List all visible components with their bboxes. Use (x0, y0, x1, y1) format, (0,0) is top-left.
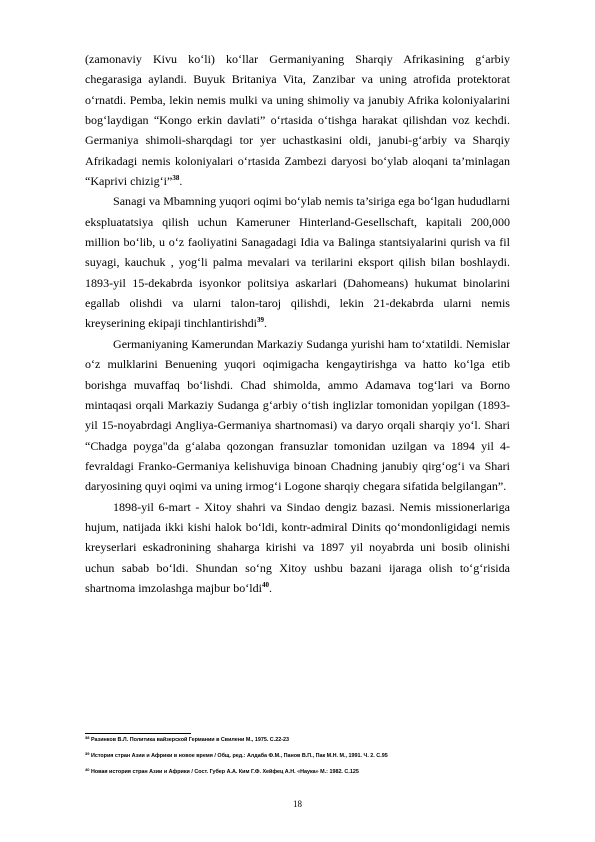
footnote-divider (85, 733, 191, 734)
footnote-38: $^{38}$ Разинков В.Л. Политика вайзерской Германии в Свилени М., 1975. С.22-23 (85, 735, 289, 743)
footnote-ref-38: 38 (172, 174, 180, 183)
footnote-ref-40: 40 (261, 580, 269, 589)
page-number: 18 (293, 799, 302, 809)
footnote-ref-39: 39 (256, 316, 264, 325)
footnote-39: $^{39}$ История стран Азии и Африки в новое время / Общ. ред.: Алдаба Ф.М., Панов В.П., Пак М.Н. М., 1991. Ч. 2. С.95 (85, 751, 388, 759)
paragraph-3: Germaniyaning Kamerundan Markaziy Sudanga yurishi ham to‘xtatildi. Nemislar o‘z mulklarini Benuening yuqori oqimigacha kengaytirishga va hatto ko‘lga etib borishga muvaffaq bo‘lishdi. Chad shimolda, ammo Adamava tog‘lari va Borno mintaqasi orqali Markaziy Sudanga g‘arbiy o‘tish inglizlar tomonidan yopilgan (1893-yil 15-noyabrdagi Angliya-Germaniya shartnomasi) va daryo orqali sharqiy yo‘l. Shari “Chadga poyga"da g‘alaba qozongan fransuzlar tomonidan uzilgan va 1894 yil 4-fevraldagi Franko-Germaniya kelishuviga binoan Chadning janubiy qirg‘og‘i va Shari daryosining quyi oqimi va uning irmog‘i Logone sharqiy chegara sifatida belgilangan”. (85, 336, 510, 494)
paragraph-2: Sanagi va Mbamning yuqori oqimi bo‘ylab nemis ta’siriga ega bo‘lgan hududlarni ekspluatatsiya qilish uchun Kameruner Hinterland-Gesellschaft, kapitali 200,000 million bo‘lib, u o‘z faoliyatini Sanagadagi Idia va Balinga stantsiyalarini qurish va fil suyagi, kauchuk , yog‘li palma mevalari va terilarini eksport qilish bilan boshlaydi. 1893-yil 15-dekabrda isyonkor politsiya askarlari (Dahomeans) hukumat binolarini egallab olishdi va ularni talon-taroj qilishdi, lekin 21-dekabrda ularni nemis kreyserining ekipaji tinchlantirishdi$^{39}$. (85, 194, 510, 331)
paragraph-1: (zamonaviy Kivu ko‘li) ko‘llar Germaniyaning Sharqiy Afrikasining g‘arbiy chegarasiga aylandi. Buyuk Britaniya Vita, Zanzibar va uning atrofida protektorat o‘rnatdi. Pemba, lekin nemis mulki va uning shimoliy va janubiy Afrika koloniyalarini bog‘laydigan “Kongo erkin davlati” o‘rtasida o‘tishga harakat qilishdan voz kechdi. Germaniya shimoli-sharqdagi tor yer uchastkasini oldi, janubi-g‘arbiy va Sharqiy Afrikadagi nemis koloniyalari o‘rtasida Zambezi daryosi bo‘ylab aloqani ta’minlagan “Kaprivi chizig‘i”$^{38}$. (85, 52, 510, 189)
paragraph-4: 1898-yil 6-mart - Xitoy shahri va Sindao dengiz bazasi. Nemis missionerlariga hujum, natijada ikki kishi halok bo‘ldi, kontr-admiral Dinits qo‘mondonligidagi nemis kreyserlari eskadronining shaharga kirishi va 1897 yil noyabrda uni bosib olinishi uchun sabab bo‘ldi. Shundan so‘ng Xitoy ushbu bazani ijaraga olish to‘g‘risida shartnoma imzolashga majbur bo‘ldi$^{40}$. (85, 499, 510, 595)
footnote-40: $^{40}$ Новая история стран Азии и Африки / Сост. Губер А.А. Ким Г.Ф. Хейфец А.Н. «Наука» М.: 1982. С.125 (85, 767, 359, 775)
body-text (85, 49, 510, 598)
